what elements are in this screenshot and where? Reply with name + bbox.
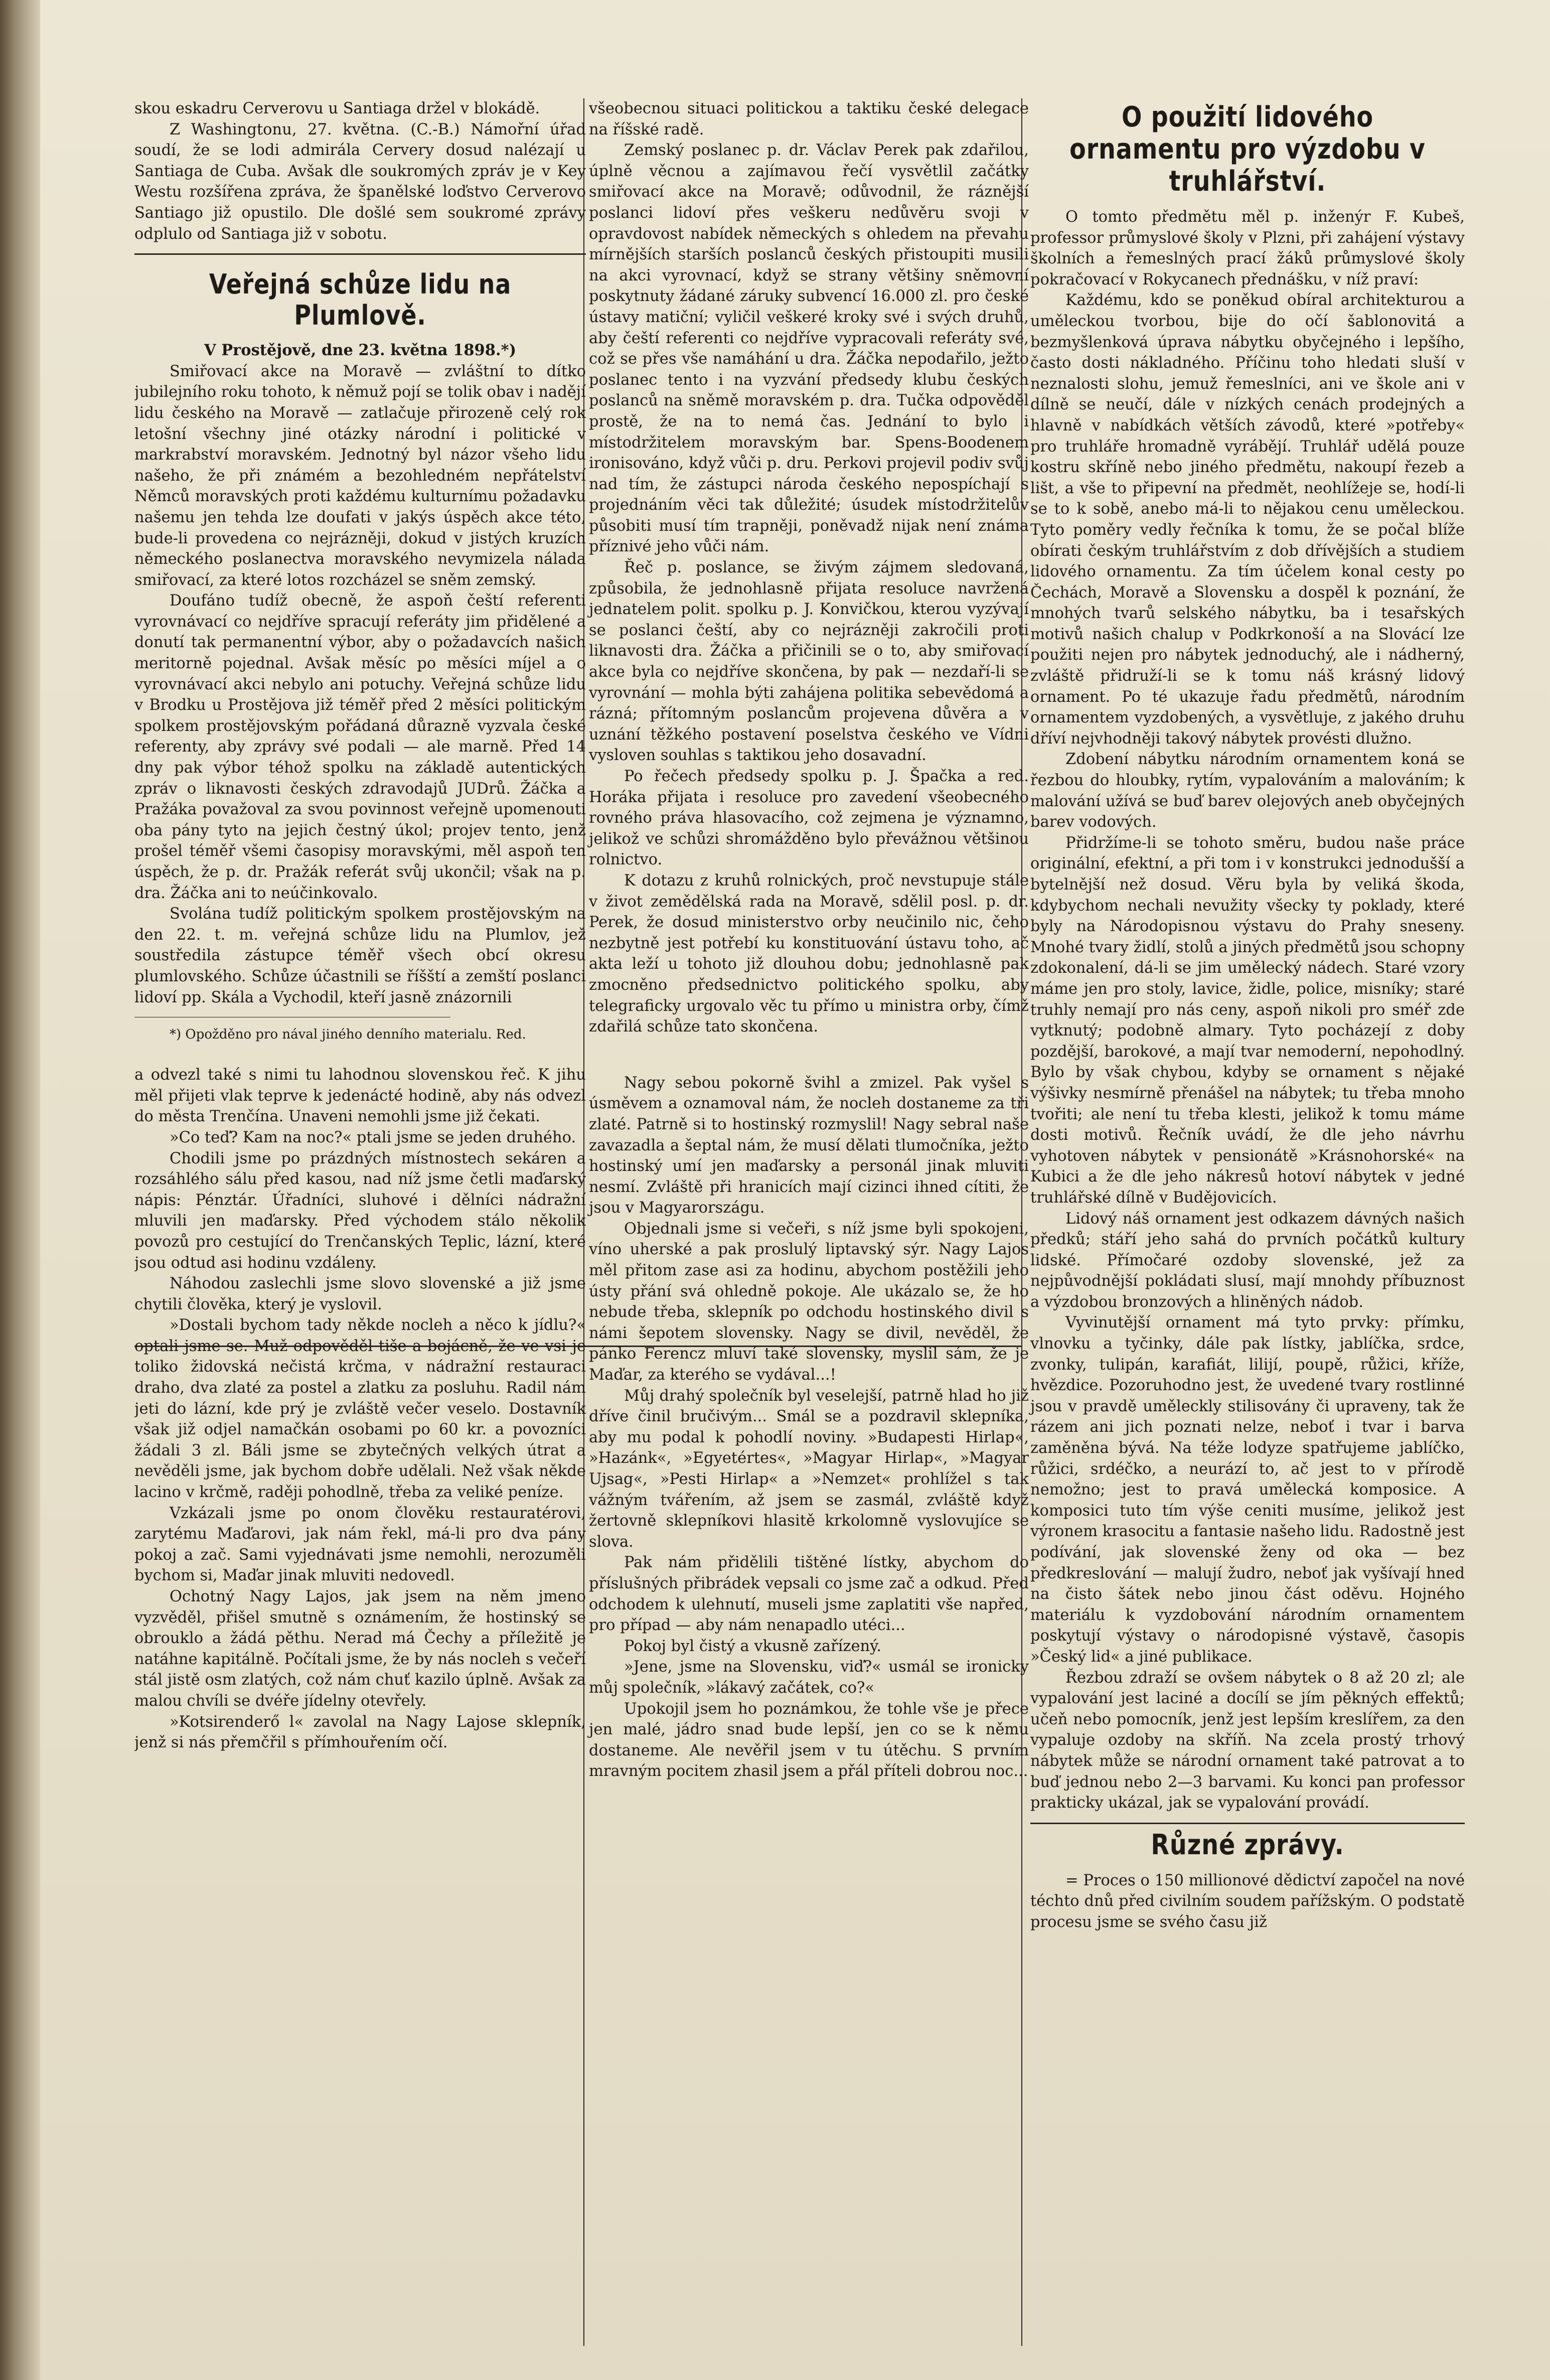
article-text: Po řečech předsedy spolku p. J. Špačka a red. Horáka přijata i resoluce pro zavedení všeobecného rovného práva hlasovacího, což zejmena je významno, jelikož ve schůzi shromážděno bylo převážnou většinou rolnictvo. [589, 768, 1029, 869]
article-text: Zemský poslanec p. dr. Václav Perek pak zdařilou, úplně věcnou a zajímavou řečí vysvětlil začátky smiřovací akce na Moravě; odůvodnil, že ráznější poslanci lidoví přes veškeru nedůvěru svoji v opravdovost nabídek německých s ohledem na převahu mírnějších starších poslanců českých přistoupiti musili na akci vyrovnací, když se strany většiny sněmovní poskytnuty žádané záruky subvencí 16.000 zl. pro české ústavy matiční; vyličil veškeré kroky své i svých druhů, aby čeští referenti co nejdříve vypracovali referáty své, což se přes vše namáhání u dra. Žáčka nepodařilo, ježto poslanec tento i na vyzvání předsedy klubu českých poslanců na sněmě moravském p. dra. Tučka odpověděl prostě, že na to nemá čas. Jednání to bylo i místodržitelem moravským bar. Spens-Boodenem ironisováno, když vůči p. dru. Perkovi projevil podiv svůj nad tím, že zástupci národa českého nepospíchají s projednáním věci tak důležité; úsudek místodržitelův působiti musí tím trapněji, poněvadž nijak není známa příznivé jeho vůči nám. [589, 141, 1029, 556]
feuilleton-text: Chodili jsme po prázdných místnostech sekáren a rozsáhlého sálu před kasou, nad níž jsme četli maďarský nápis: Pénztár. Úřadníci, sluhové i dělníci nádražní mluvili jen maďarsky. Před východem stálo několik povozů pro cestující do Trenčanských Teplic, lázní, které jsou odtud asi hodinu vzdáleny. [134, 1149, 586, 1272]
dateline: V Prostějově, dne 23. května 1898.*) [204, 341, 517, 360]
article-text: Lidový náš ornament jest odkazem dávných našich předků; stáří jeho sahá do prvních počátků kultury lidské. Přímočaré ozdoby slovenské, jež za nejpůvodnější pokládati slusí, mají mnohdy příbuznost a výzdobou bronzových a hliněných nádob. [1030, 1210, 1465, 1311]
page-binding-edge [0, 0, 40, 2380]
feuilleton-text: Můj drahý společník byl veselejší, patrně hlad ho již dříve činil bručivým... Smál se a pozdravil sklepníka, aby mu podal k pohodlí noviny. »Budapesti Hirlap«, »Hazánk«, »Egyetértes«, »Magyar Hirlap«, »Magyar Ujsag«, »Pesti Hirlap« a »Nemzet« prohlížel s tak vážným tvářením, až jsem se zasmál, zvláště když žertovně sklepníkovi hlasitě krkolomně vyslovujíce se slova. [589, 1387, 1029, 1551]
article-text: Řezbou zdraží se ovšem nábytek o 8 až 20 zl; ale vypalování jest laciné a docílí se jím pěkných effektů; učeň nebo pomocník, jenž jest lepším kreslířem, za den vypaluje ozdoby na skříň. Na zcela prostý trhový nábytek může se národní ornament také patrovat a to buď jednou nebo 2—3 barvami. Ku konci pan professor prakticky ukázal, jak se vypalování provádí. [1030, 1669, 1465, 1812]
feuilleton-text: Upokojil jsem ho poznámkou, že tohle vše je přece jen malé, jádro snad bude lepší, jen co se k němu dostaneme. Ale nevěřil jsem v tu útěchu. S prvním mravným pocitem zhasil jsem a přál příteli dobrou noc... [589, 1700, 1029, 1780]
article-text: Z Washingtonu, 27. května. (C.-B.) Námořní úřad soudí, že se lodi admirála Cervery dosud nalézají u Santiaga de Cuba. Avšak dle soukromých zpráv je v Key Westu rozšířena zpráva, že španělské loďstvo Cerverovo Santiago již opustilo. Dle došlé sem soukromé zprávy odplulo od Santiaga již v sobotu. [134, 120, 586, 243]
article-text: = Proces o 150 millionové dědictví započel na nové téchto dnů před civilním soudem pařížským. O podstatě procesu jsme se svého času již [1030, 1871, 1465, 1931]
article-text: Vyvinutější ornament má tyto prvky: přímku, vlnovku a tyčinky, dále pak lístky, jablíčka, srdce, zvonky, tulipán, karafiát, lilijí, poupě, růžici, kříže, hvězdice. Pozoruhodno jest, že uvedené tvary rostlinné jsou v pravdě uměleckly stilisovány či upraveny, tak že rázem ani jich poznati nelze, neboť i tvar i barva zaměněna bývá. Na téže lodyze spatřujeme jablíčko, růžici, srdéčko, a neurází to, ač jest to v přírodě nemožno; jest to pravá umělecká komposice. A komposici tuto tím výše ceniti musíme, jelikož jest výronem krasocitu a fantasie našeho lidu. Radostně jest podívání, jak slovenské ženy od oka — bez předkreslování — malují žudro, neboť jak vyšívají hned na čisto šátek nebo jinou část oděvu. Hojného materiálu k vyzdobování národním ornamentem poskytují výstavy o národopisné výstavě, časopis »Český lid« a jiné publikace. [1030, 1314, 1465, 1666]
article-heading: Veřejná schůze lidu na Plumlově. [209, 268, 512, 332]
feuilleton-text: »Kotsirenderő l« zavolal na Nagy Lajose sklepník, jenž si nás přemčřil s přímhouřením očí. [134, 1713, 586, 1752]
feuilleton-text: Náhodou zaslechli jsme slovo slovenské a již jsme chytili člověka, který je vyslovil. [134, 1275, 586, 1313]
article-text: všeobecnou situaci politickou a taktiku české delegace na říšské radě. [589, 100, 1029, 138]
feuilleton-text: Pokoj byl čistý a vkusně zařízený. [624, 1637, 882, 1655]
column-3 [1025, 98, 1465, 2321]
footnote: *) Opožděno pro nával jiného denního materialu. Red. [170, 1027, 526, 1043]
article-text: Řeč p. poslance, se živým zájmem sledovaná, způsobila, že jednohlasně přijata resoluce navržená jednatelem polit. spolku p. J. Konvičkou, kterou vyzývají se poslanci čeští, aby co nejrázněji zakročili proti liknavosti dra. Žáčka a přičinili se o to, aby smiřovací akce byla co nejdříve skončena, by pak — nezdaří-li se vyrovnání — mohla býti zahájena politika sebevědomá a rázná; přítomným poslancům projevena důvěra a v uznání těžkého postavení poselstva českého ve Vídni vysloven souhlas s taktikou jeho dosavadní. [589, 559, 1029, 765]
article-text: Zdobení nábytku národním ornamentem koná se řezbou do hloubky, rytím, vypalováním a malováním; k malování užívá se buď barev olejových aneb obyčejných barev vodových. [1030, 751, 1465, 831]
feuilleton-text: »Dostali bychom tady někde nocleh a něco k jídlu?« optali jsme se. Muž odpověděl tiše a bojácně, že ve vsi je toliko židovská nečistá krčma, v nádražní restauraci draho, dva zlaté za postel a zlatku za posluhu. Radil nám jeti do lázní, kde prý je zvláště večer veselo. Dostavník však již odjel namačkán osobami po 60 kr. a povozníci žádali 3 zl. Báli jsme se zbytečných velkých útrat a nevěděli jsme, jak bychom dobře udělali. Než však někde lacino v krčmě, raději pohodlně, třeba za veliké peníze. [134, 1316, 586, 1502]
article-separator [134, 253, 586, 255]
section-heading: Různé zprávy. [1151, 1828, 1344, 1861]
article-text: skou eskadru Cerverovu u Santiaga držel v blokádě. [134, 100, 540, 117]
article-text: O tomto předmětu měl p. inženýr F. Kubeš, professor průmyslové školy v Plzni, při zahájení výstavy školních a řemeslných prací žáků průmyslové školy pokračovací v Rokycanech přednášku, v níž praví: [1030, 208, 1465, 288]
feuilleton-text: a odvezl také s nimi tu lahodnou slovenskou řeč. K jihu měl přijeti vlak teprve k jedenácté hodině, aby nás odvezl do města Trenčína. Unaveni nemohli jsme již čekati. [134, 1066, 586, 1126]
article-text: K dotazu z kruhů rolnických, proč nevstupuje stále v život zemědělská rada na Moravě, sdělil posl. p. dr. Perek, že dosud ministerstvo orby neučinilo nic, čeho nezbytně jest potřebí ku konstituování ústavu toho, ač akta leží u tohoto již dlouhou dobu; jednohlasně pak zmocněno předsednictvo politického spolku, aby telegraficky urgovalo věc tu přímo u ministra orby, čímž zdařilá schůze tato skončena. [589, 871, 1029, 1036]
article-text: Smiřovací akce na Moravě — zvláštní to dítko jubilejního roku tohoto, k němuž pojí se tolik obav i nadějí lidu českého na Moravě — zatlačuje přirozeně celý rok letošní všechny jiné otázky národní i politické v markrabství moravském. Jednotný byl názor všeho lidu našeho, že při známém a bezohledném nepřátelství Němců moravských proti každému kulturnímu požadavku našemu jen tehda lze doufati v jakýs úspěch akce této, bude-li provedena co nejrázněji, dokud v jistých kruzích německého poslanectva moravského nevymizela nálada smiřovací, za které lotos rozcházel se sněm zemský. [134, 362, 586, 589]
article-text: Přidržíme-li se tohoto směru, budou naše práce originální, efektní, a při tom i v konstrukci jednodušší a bytelnější než dosud. Věru byla by veliká škoda, kdybychom nechali nevužity všecky ty poklady, které byly na Národopisnou výstavu do Prahy sneseny. Mnohé tvary židlí, stolů a jiných předmětů jsou schopny zdokonalení, dá-li se jim umělecký nádech. Staré vzory máme jen pro stoly, lavice, židle, police, misníky; staré truhly nemají pro nás ceny, aspoň nikoli pro sméř zde vytknutý; podobně almary. Tyto pocházejí z doby pozdější, barokové, a mají tvar nemoderní, nepohodlný. Bylo by však chybou, kdyby se ornament s nějaké výšivky nesmírně přenášel na nábytek; tu třeba mnoho tvořiti; ale není tu třeba klesti, jelikož k tomu máme dosti motivů. Řečník uvádí, že dle jeho návrhu vyhotoven nábytek v pensionátě »Krásnohorské« na Kubici a že dle jeho nákresů hotoví nábytek v jedné truhlářské dílně v Budějovicích. [1030, 834, 1465, 1207]
article-text: Svolána tudíž politickým spolkem prostějovským na den 22. t. m. veřejná schůze lidu na Plumlov, jež soustředila zástupce téměř všech obcí okresu plumlovského. Schůze účastnili se říšští a zemští poslanci lidoví pp. Skála a Vychodil, kteří jasně znázornili [134, 905, 586, 1006]
feuilleton-text: Vzkázali jsme po onom člověku restauratérovi, zarytému Maďarovi, jak nám řekl, má-li pro dva pány pokoj a zač. Sami vyjednávati jsme nemohli, nerozuměli bychom si, Maďar jinak mluviti nedovedl. [134, 1504, 586, 1585]
feuilleton-text: Objednali jsme si večeři, s níž jsme byli spokojeni, víno uherské a pak proslulý liptavský sýr. Nagy Lajos měl přitom zase asi za hodinu, abychom postěžili jeho ústy přání svá ohledně pokoje. Ale ukázalo se, že ho nebude třeba, sklepník po odchodu hostinského divil s námi šepotem slovensky. Nagy se divil, nevěděl, že pánko Ferencz mluví také slovensky, myslil sám, že je Maďar, za kterého se vydával...! [589, 1220, 1029, 1384]
article-text: Každému, kdo se poněkud obíral architekturou a uměleckou tvorbou, bije do očí šablonovitá a bezmyšlenková úprava nábytku obyčejného i lepšího, často dosti nákladného. Příčinu toho hledati sluší v neznalosti slohu, jemuž řemeslníci, ani ve škole ani v dílně se neučí, dále v nízkých cenách prodejných a hlavně v nabídkách větších závodů, které »potřeby« pro truhláře hromadně vyrábějí. Truhlář udělá pouze kostru skříně nebo jiného předmětu, nakoupí řezeb a lišt, a vše to připevní na předmět, neohlížeje se, hodí-li se to k sobě, anebo má-li to nějakou cenu uměleckou. Tyto poměry vedly řečníka k tomu, že se počal blíže obírati českým truhlářstvím z dob dřívějších a studiem lidového ornamentu. Za tím účelem konal cesty po Čechách, Moravě a Slovensku a dospěl k poznání, že mnohých tvarů selského nábytku, ba i tesařských motivů našich chalup v Podkrkonoší a na Slovácí lze použiti nejen pro nábytek jednoduchý, ale i nádherný, zvláště přidruží-li se k tomu náš krásný lidový ornament. Po té ukazuje řadu předmětů, národním ornamentem vyzdobených, a vysvětluje, z jakého druhu dříví nejvhodněji takový nábytek provésti dlužno. [1030, 291, 1465, 748]
feuilleton-text: Ochotný Nagy Lajos, jak jsem na něm jmeno vyzvěděl, přišel smutně s oznámením, že hostinský se obrouklo a žádá pěthu. Nerad má Čechy a příležitě je natáhne kapitálně. Počítali jsme, že by nás nocleh s večeří stál jistě osm zlatých, což nám chuť kazilo úplně. Avšak za malou chvíli se dvéře jídelny otevřely. [134, 1588, 586, 1710]
article-heading: O použití lidového ornamentu pro výzdobu v truhlářství. [1069, 101, 1426, 198]
column-1 [134, 98, 586, 2321]
feuilleton-text: Nagy sebou pokorně švihl a zmizel. Pak vyšel s úsměvem a oznamoval nám, že nocleh dostaneme za tři zlaté. Patrně si to hostinský rozmyslil! Nagy sebral naše zavazadla a šeptal nám, že musí dělati tlumočníka, ježto hostinský umí jen maďarsky a personál jinak mluviti nesmí. Zvláště při hranicích mají cizinci ihned cítiti, že jsou v Magyarországu. [589, 1074, 1029, 1217]
feuilleton-text: »Co teď? Kam na noc?« ptali jsme se jeden druhého. [170, 1128, 576, 1146]
article-text: Doufáno tudíž obecně, že aspoň čeští referenti vyrovnávací co nejdříve spracují referáty jim přidělené a donutí tak permanentní výbor, aby o požadavcích našich meritorně pojednal. Avšak měsíc po měsíci míjel a o vyrovnávací akci nebylo ani potuchy. Veřejná schůze lidu v Brodku u Prostějova již téměř před 2 měsíci politickým spolkem prostějovským pořádaná důrazně vyzvala české referenty, aby zprávy své podali — ale marně. Před 14 dny pak výbor téhož spolku na základě autentických zpráv o liknavosti českých zdravodajů JUDrů. Žáčka a Pražáka považoval za svou povinnost veřejně upomenouti oba pány tyto na jejich čestný úkol; projev tento, jenž prošel téměř všemi časopisy moravskými, měl aspoň ten úspěch, že p. dr. Pražák referát svůj ukončil; však na p. dra. Žáčka ani to neúčinkovalo. [134, 592, 586, 902]
column-2 [583, 98, 1029, 2321]
article-separator [1030, 1823, 1465, 1824]
feuilleton-text: Pak nám přidělili tištěné lístky, abychom do příslušných přibrádek vepsali co jsme zač a odkud. Před odchodem k ulehnutí, museli jsme zaplatiti vše napřed, pro případ — aby nám nenapadlo utéci... [589, 1554, 1029, 1634]
feuilleton-text: »Jene, jsme na Slovensku, viď?« usmál se ironicky můj společník, »lákavý začátek, co?« [589, 1658, 1029, 1697]
